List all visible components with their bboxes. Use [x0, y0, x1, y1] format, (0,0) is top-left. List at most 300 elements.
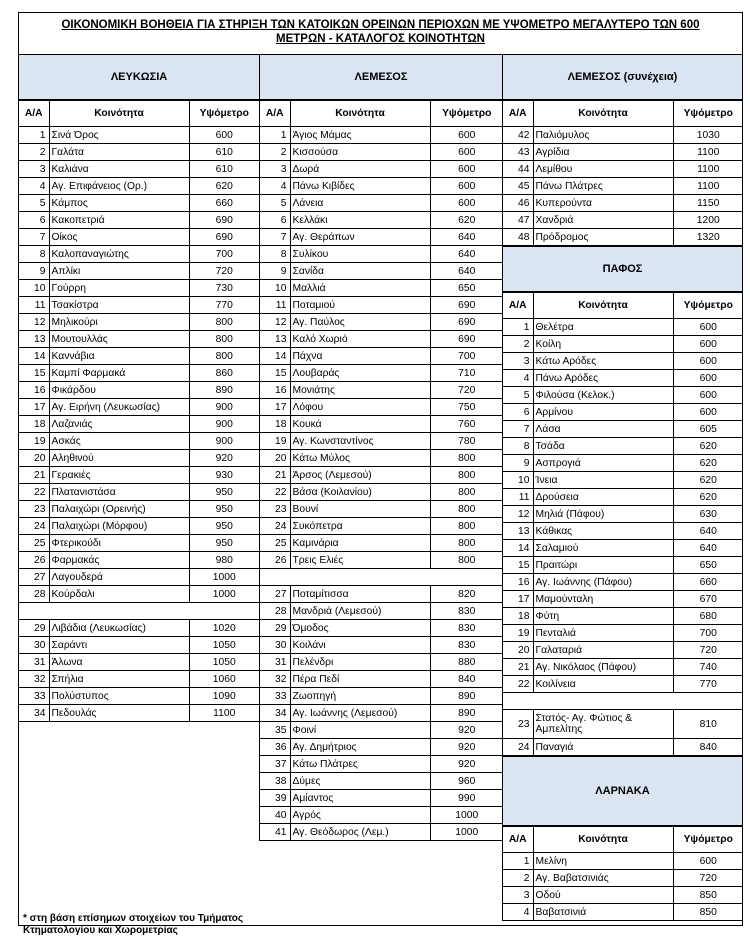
table-row: [19, 586, 259, 603]
pafos-table: [503, 292, 743, 756]
row-number: 45: [503, 178, 533, 195]
community-name: Πολύστυπος: [49, 688, 189, 705]
table-row: [503, 353, 743, 370]
altitude-value: 1000: [189, 586, 259, 603]
altitude-value: 710: [430, 365, 503, 382]
community-name: Βαβατσινιά: [533, 904, 673, 921]
row-number: 30: [19, 637, 49, 654]
table-row: [260, 790, 503, 807]
row-number: 32: [260, 671, 290, 688]
table-row: [260, 127, 503, 144]
altitude-value: 920: [189, 450, 259, 467]
community-name: Ασκάς: [49, 433, 189, 450]
table-row: [503, 489, 743, 506]
row-number: 4: [503, 904, 533, 921]
community-name: Παλαιχώρι (Ορεινής): [49, 501, 189, 518]
table-row: [19, 467, 259, 484]
page-title: [19, 13, 742, 53]
row-number: 2: [260, 144, 290, 161]
row-number: 15: [260, 365, 290, 382]
community-name: Μελίνη: [533, 853, 673, 870]
altitude-value: 920: [430, 756, 503, 773]
community-name: Κουκά: [290, 416, 430, 433]
table-header-row: [503, 101, 743, 127]
row-number: 37: [260, 756, 290, 773]
row-number: 12: [503, 506, 533, 523]
altitude-header: Υψόμετρο: [189, 101, 259, 127]
table-row: [19, 280, 259, 297]
table-row: [503, 540, 743, 557]
community-header: Κοινότητα: [533, 293, 673, 319]
table-row: [503, 455, 743, 472]
community-name: Κοιλίνεια: [533, 676, 673, 693]
row-number: 8: [19, 246, 49, 263]
community-name: Αγ. Παύλος: [290, 314, 430, 331]
altitude-value: 600: [430, 161, 503, 178]
table-row: [19, 399, 259, 416]
table-row: [503, 404, 743, 421]
altitude-value: 810: [673, 710, 743, 739]
community-name: Αγ. Θεράπων: [290, 229, 430, 246]
altitude-value: 900: [189, 399, 259, 416]
row-number: 17: [260, 399, 290, 416]
table-row: [19, 195, 259, 212]
row-number: 18: [503, 608, 533, 625]
community-name: Δύμες: [290, 773, 430, 790]
table-row: [260, 620, 503, 637]
community-name: Σανίδα: [290, 263, 430, 280]
row-number: 1: [503, 853, 533, 870]
community-name: Κισσούσα: [290, 144, 430, 161]
row-number: 13: [19, 331, 49, 348]
altitude-value: 600: [673, 336, 743, 353]
altitude-value: 610: [189, 144, 259, 161]
altitude-value: 600: [430, 178, 503, 195]
row-number: 32: [19, 671, 49, 688]
row-number: 28: [19, 586, 49, 603]
community-name: Πενταλιά: [533, 625, 673, 642]
community-name: Συκόπετρα: [290, 518, 430, 535]
table-row: [503, 523, 743, 540]
community-name: Φοινί: [290, 722, 430, 739]
row-number: 6: [503, 404, 533, 421]
community-name: Πέρα Πεδί: [290, 671, 430, 688]
table-row: [260, 297, 503, 314]
altitude-value: 830: [430, 620, 503, 637]
altitude-value: 920: [430, 722, 503, 739]
table-row: [503, 591, 743, 608]
row-number: 15: [19, 365, 49, 382]
row-number: 48: [503, 229, 533, 246]
community-name: Μουτουλλάς: [49, 331, 189, 348]
community-name: Κάθικας: [533, 523, 673, 540]
lemesos-cont-table: [503, 100, 743, 246]
community-name: Αγ. Δημήτριος: [290, 739, 430, 756]
row-number: 5: [503, 387, 533, 404]
altitude-value: 690: [430, 314, 503, 331]
altitude-value: 1050: [189, 654, 259, 671]
community-name: Μονιάτης: [290, 382, 430, 399]
row-number: 29: [260, 620, 290, 637]
document-page: [18, 12, 743, 936]
table-row: [503, 574, 743, 591]
community-name: Καμπί Φαρμακά: [49, 365, 189, 382]
community-name: Οίκος: [49, 229, 189, 246]
community-name: Μηλικούρι: [49, 314, 189, 331]
altitude-value: 780: [430, 433, 503, 450]
row-number: 14: [503, 540, 533, 557]
row-number: 2: [503, 336, 533, 353]
altitude-value: 690: [430, 297, 503, 314]
community-name: Παναγιά: [533, 739, 673, 756]
row-number: 9: [19, 263, 49, 280]
altitude-value: 830: [430, 637, 503, 654]
aa-header: Α/Α: [260, 101, 290, 127]
community-name: Καλιάνα: [49, 161, 189, 178]
row-number: 13: [260, 331, 290, 348]
table-row: [19, 331, 259, 348]
spacer-row: [260, 569, 503, 586]
altitude-value: 620: [673, 472, 743, 489]
row-number: 23: [503, 710, 533, 739]
table-row: [503, 904, 743, 921]
table-row: [19, 297, 259, 314]
table-row: [19, 654, 259, 671]
row-number: 29: [19, 620, 49, 637]
table-row: [260, 399, 503, 416]
title-line-2: ΜΕΤΡΩΝ - ΚΑΤΑΛΟΓΟΣ ΚΟΙΝΟΤΗΤΩΝ: [276, 33, 485, 45]
altitude-value: 620: [673, 489, 743, 506]
row-number: 10: [19, 280, 49, 297]
table-row: [260, 433, 503, 450]
altitude-value: 900: [189, 433, 259, 450]
table-row: [19, 433, 259, 450]
row-number: 3: [260, 161, 290, 178]
community-name: Καμινάρια: [290, 535, 430, 552]
community-name: Αγ. Ιωάννης (Πάφου): [533, 574, 673, 591]
row-number: 16: [260, 382, 290, 399]
row-number: 6: [19, 212, 49, 229]
altitude-value: 1100: [673, 161, 743, 178]
table-row: [503, 472, 743, 489]
table-row: [19, 314, 259, 331]
table-row: [503, 739, 743, 756]
row-number: 31: [260, 654, 290, 671]
community-name: Σαράντι: [49, 637, 189, 654]
community-name: Αγ. Επιφάνειος (Ορ.): [49, 178, 189, 195]
row-number: 31: [19, 654, 49, 671]
community-name: Οδού: [533, 887, 673, 904]
table-row: [260, 161, 503, 178]
region-header-pafos: ΠΑΦΟΣ: [503, 246, 742, 292]
spacer-row: [19, 603, 259, 620]
table-row: [503, 506, 743, 523]
altitude-value: 880: [430, 654, 503, 671]
table-row: [260, 654, 503, 671]
community-name: Ζωοπηγή: [290, 688, 430, 705]
table-row: [503, 642, 743, 659]
row-number: 20: [503, 642, 533, 659]
spacer-row: [503, 693, 743, 710]
community-name: Μηλιά (Πάφου): [533, 506, 673, 523]
altitude-value: 620: [673, 455, 743, 472]
table-row: [19, 671, 259, 688]
table-row: [260, 807, 503, 824]
row-number: 4: [19, 178, 49, 195]
altitude-value: 720: [673, 870, 743, 887]
altitude-value: 800: [430, 535, 503, 552]
altitude-value: 700: [673, 625, 743, 642]
community-name: Ασπρογιά: [533, 455, 673, 472]
table-row: [503, 625, 743, 642]
table-row: [19, 161, 259, 178]
community-name: Λουβαράς: [290, 365, 430, 382]
table-row: [19, 535, 259, 552]
community-name: Γαλάτα: [49, 144, 189, 161]
table-row: [503, 127, 743, 144]
altitude-header: Υψόμετρο: [673, 827, 743, 853]
altitude-value: 1200: [673, 212, 743, 229]
altitude-value: 800: [189, 331, 259, 348]
community-name: Φύτη: [533, 608, 673, 625]
table-row: [19, 144, 259, 161]
table-row: [260, 178, 503, 195]
altitude-value: 760: [430, 416, 503, 433]
row-number: 4: [503, 370, 533, 387]
altitude-value: 1150: [673, 195, 743, 212]
community-name: Ποταμίτισσα: [290, 586, 430, 603]
altitude-value: 890: [430, 705, 503, 722]
table-row: [260, 671, 503, 688]
community-name: Όμοδος: [290, 620, 430, 637]
altitude-value: 800: [430, 552, 503, 569]
altitude-value: 600: [430, 195, 503, 212]
altitude-value: 620: [430, 212, 503, 229]
row-number: 21: [503, 659, 533, 676]
table-row: [260, 484, 503, 501]
community-name: Πάνω Πλάτρες: [533, 178, 673, 195]
row-number: 1: [19, 127, 49, 144]
row-number: 27: [19, 569, 49, 586]
altitude-value: 800: [189, 314, 259, 331]
footnote: * στη βάση επίσημων στοιχείων του Τμήματος Κτηματολογίου και Χωρομετρίας: [23, 913, 244, 936]
altitude-value: 600: [189, 127, 259, 144]
altitude-value: 1090: [189, 688, 259, 705]
table-row: [19, 450, 259, 467]
altitude-value: 850: [673, 887, 743, 904]
row-number: 22: [19, 484, 49, 501]
table-row: [19, 705, 259, 722]
altitude-value: 690: [430, 331, 503, 348]
aa-header: Α/Α: [19, 101, 49, 127]
table-row: [260, 722, 503, 739]
altitude-value: 650: [673, 557, 743, 574]
community-name: Παλιόμυλος: [533, 127, 673, 144]
row-number: 36: [260, 739, 290, 756]
table-row: [260, 263, 503, 280]
community-name: Δωρά: [290, 161, 430, 178]
row-number: 22: [503, 676, 533, 693]
table-row: [260, 535, 503, 552]
table-row: [260, 212, 503, 229]
community-name: Κυπερούντα: [533, 195, 673, 212]
community-name: Παλαιχώρι (Μόρφου): [49, 518, 189, 535]
table-row: [260, 688, 503, 705]
table-row: [503, 557, 743, 574]
altitude-value: 680: [673, 608, 743, 625]
altitude-value: 930: [189, 467, 259, 484]
community-name: Αρμίνου: [533, 404, 673, 421]
altitude-value: 840: [673, 739, 743, 756]
table-row: [19, 484, 259, 501]
table-row: [503, 212, 743, 229]
altitude-value: 950: [189, 484, 259, 501]
row-number: 20: [19, 450, 49, 467]
community-name: Απλίκι: [49, 263, 189, 280]
lemesos-column: [259, 54, 502, 841]
altitude-value: 720: [430, 382, 503, 399]
altitude-value: 690: [189, 229, 259, 246]
table-row: [260, 824, 503, 841]
altitude-value: 800: [430, 484, 503, 501]
community-name: Πάνω Κιβίδες: [290, 178, 430, 195]
altitude-value: 630: [673, 506, 743, 523]
larnaka-table: [503, 826, 743, 921]
row-number: 12: [260, 314, 290, 331]
row-number: 3: [503, 887, 533, 904]
row-number: 27: [260, 586, 290, 603]
table-row: [260, 773, 503, 790]
table-row: [19, 229, 259, 246]
right-column: [502, 54, 742, 921]
community-name: Κελλάκι: [290, 212, 430, 229]
table-header-row: [503, 827, 743, 853]
table-row: [503, 710, 743, 739]
table-row: [19, 263, 259, 280]
altitude-value: 800: [430, 518, 503, 535]
altitude-value: 950: [189, 518, 259, 535]
row-number: 16: [19, 382, 49, 399]
row-number: 25: [19, 535, 49, 552]
table-row: [19, 569, 259, 586]
altitude-value: 1000: [430, 824, 503, 841]
table-header-row: [19, 101, 259, 127]
altitude-value: 600: [430, 127, 503, 144]
altitude-value: 600: [673, 404, 743, 421]
table-row: [19, 365, 259, 382]
community-name: Σινά Όρος: [49, 127, 189, 144]
row-number: 16: [503, 574, 533, 591]
community-name: Κάτω Πλάτρες: [290, 756, 430, 773]
table-row: [19, 518, 259, 535]
row-number: 35: [260, 722, 290, 739]
table-row: [19, 501, 259, 518]
community-name: Αγ. Θεόδωρος (Λεμ.): [290, 824, 430, 841]
altitude-value: 960: [430, 773, 503, 790]
row-number: 1: [503, 319, 533, 336]
community-name: Σαλαμιού: [533, 540, 673, 557]
aa-header: Α/Α: [503, 101, 533, 127]
table-row: [260, 518, 503, 535]
lefkosia-column: [19, 54, 259, 936]
community-name: Πάχνα: [290, 348, 430, 365]
row-number: 11: [503, 489, 533, 506]
row-number: 18: [260, 416, 290, 433]
altitude-value: 660: [189, 195, 259, 212]
row-number: 5: [19, 195, 49, 212]
row-number: 22: [260, 484, 290, 501]
row-number: 33: [260, 688, 290, 705]
row-number: 34: [260, 705, 290, 722]
community-name: Πρόδρομος: [533, 229, 673, 246]
row-number: 23: [260, 501, 290, 518]
row-number: 17: [503, 591, 533, 608]
row-number: 3: [19, 161, 49, 178]
community-name: Λάσα: [533, 421, 673, 438]
row-number: 23: [19, 501, 49, 518]
table-row: [260, 552, 503, 569]
altitude-value: 1000: [430, 807, 503, 824]
altitude-value: 800: [430, 467, 503, 484]
row-number: 26: [260, 552, 290, 569]
table-row: [260, 501, 503, 518]
altitude-value: 820: [430, 586, 503, 603]
community-name: Λόφου: [290, 399, 430, 416]
table-row: [260, 365, 503, 382]
table-row: [503, 144, 743, 161]
community-header: Κοινότητα: [290, 101, 430, 127]
community-name: Λιβάδια (Λευκωσίας): [49, 620, 189, 637]
table-row: [260, 739, 503, 756]
table-row: [503, 608, 743, 625]
title-line-1: ΟΙΚΟΝΟΜΙΚΗ ΒΟΗΘΕΙΑ ΓΙΑ ΣΤΗΡΙΞΗ ΤΩΝ ΚΑΤΟΙΚΩΝ ΟΡΕΙΝΩΝ ΠΕΡΙΟΧΩΝ ΜΕ ΥΨΟΜΕΤΡΟ ΜΕΓΑΛΥΤΕΡΟ ΤΩΝ 600: [61, 19, 700, 31]
row-number: 6: [260, 212, 290, 229]
community-name: Πραιτώρι: [533, 557, 673, 574]
altitude-value: 800: [430, 450, 503, 467]
community-name: Αμίαντος: [290, 790, 430, 807]
community-name: Καλό Χωριό: [290, 331, 430, 348]
community-name: Αγ. Ιωάννης (Λεμεσού): [290, 705, 430, 722]
table-row: [260, 144, 503, 161]
altitude-value: 670: [673, 591, 743, 608]
altitude-value: 1050: [189, 637, 259, 654]
community-header: Κοινότητα: [533, 101, 673, 127]
community-name: Αγ. Νικόλαος (Πάφου): [533, 659, 673, 676]
table-row: [260, 229, 503, 246]
community-name: Καννάβια: [49, 348, 189, 365]
community-name: Τσάδα: [533, 438, 673, 455]
altitude-header: Υψόμετρο: [430, 101, 503, 127]
row-number: 41: [260, 824, 290, 841]
row-number: 19: [503, 625, 533, 642]
row-number: 8: [503, 438, 533, 455]
aa-header: Α/Α: [503, 827, 533, 853]
altitude-value: 840: [430, 671, 503, 688]
community-name: Κοίλη: [533, 336, 673, 353]
altitude-value: 720: [673, 642, 743, 659]
row-number: 4: [260, 178, 290, 195]
community-name: Άγιος Μάμας: [290, 127, 430, 144]
community-name: Τρεις Ελιές: [290, 552, 430, 569]
community-header: Κοινότητα: [533, 827, 673, 853]
table-row: [19, 620, 259, 637]
row-number: 26: [19, 552, 49, 569]
altitude-value: 600: [673, 353, 743, 370]
table-row: [19, 552, 259, 569]
altitude-value: 700: [189, 246, 259, 263]
altitude-value: 620: [189, 178, 259, 195]
row-number: 10: [503, 472, 533, 489]
